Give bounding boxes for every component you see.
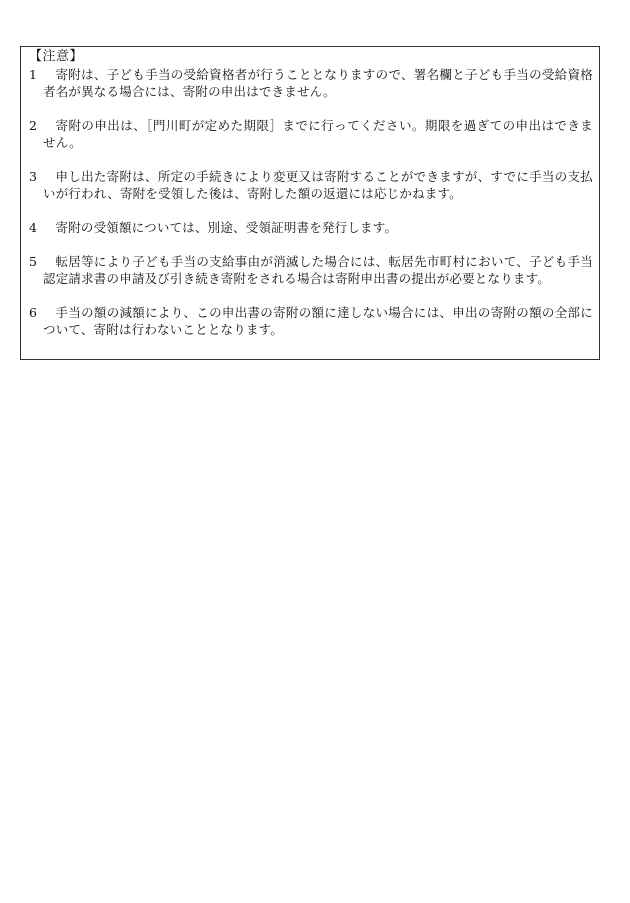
notice-item-number: 3 (29, 169, 37, 184)
notice-item-text: 申し出た寄附は、所定の手続きにより変更又は寄附することができますが、すでに手当の支払いが行われ、寄附を受領した後は、寄附した額の返還には応じかねます。 (43, 169, 593, 201)
notice-item-text: 転居等により子ども手当の支給事由が消滅した場合には、転居先市町村において、子ども手当認定請求書の申請及び引き続き寄附をされる場合は寄附申出書の提出が必要となります。 (43, 254, 593, 286)
notice-item-number: 1 (29, 67, 37, 82)
notice-item-text: 寄附の申出は、［門川町が定めた期限］までに行ってください。期限を過ぎての申出はできません。 (43, 118, 593, 150)
notice-title: 【注意】 (29, 49, 84, 64)
notice-box (20, 46, 600, 360)
notice-item-text: 手当の額の減額により、この申出書の寄附の額に達しない場合には、申出の寄附の額の全部について、寄附は行わないこととなります。 (43, 305, 593, 337)
notice-item-4 (29, 219, 593, 236)
notice-item-text: 寄附は、子ども手当の受給資格者が行うこととなりますので、署名欄と子ども手当の受給資格者名が異なる場合には、寄附の申出はできません。 (43, 67, 593, 99)
notice-item-number: 2 (29, 118, 37, 133)
notice-item-1 (29, 66, 593, 100)
notice-item-2 (29, 117, 593, 151)
notice-item-text: 寄附の受領額については、別途、受領証明書を発行します。 (55, 220, 398, 235)
notice-item-5 (29, 253, 593, 287)
notice-item-6 (29, 304, 593, 338)
notice-item-number: 4 (29, 220, 37, 235)
notice-item-number: 5 (29, 254, 37, 269)
notice-item-3 (29, 168, 593, 202)
notice-item-number: 6 (29, 305, 37, 320)
